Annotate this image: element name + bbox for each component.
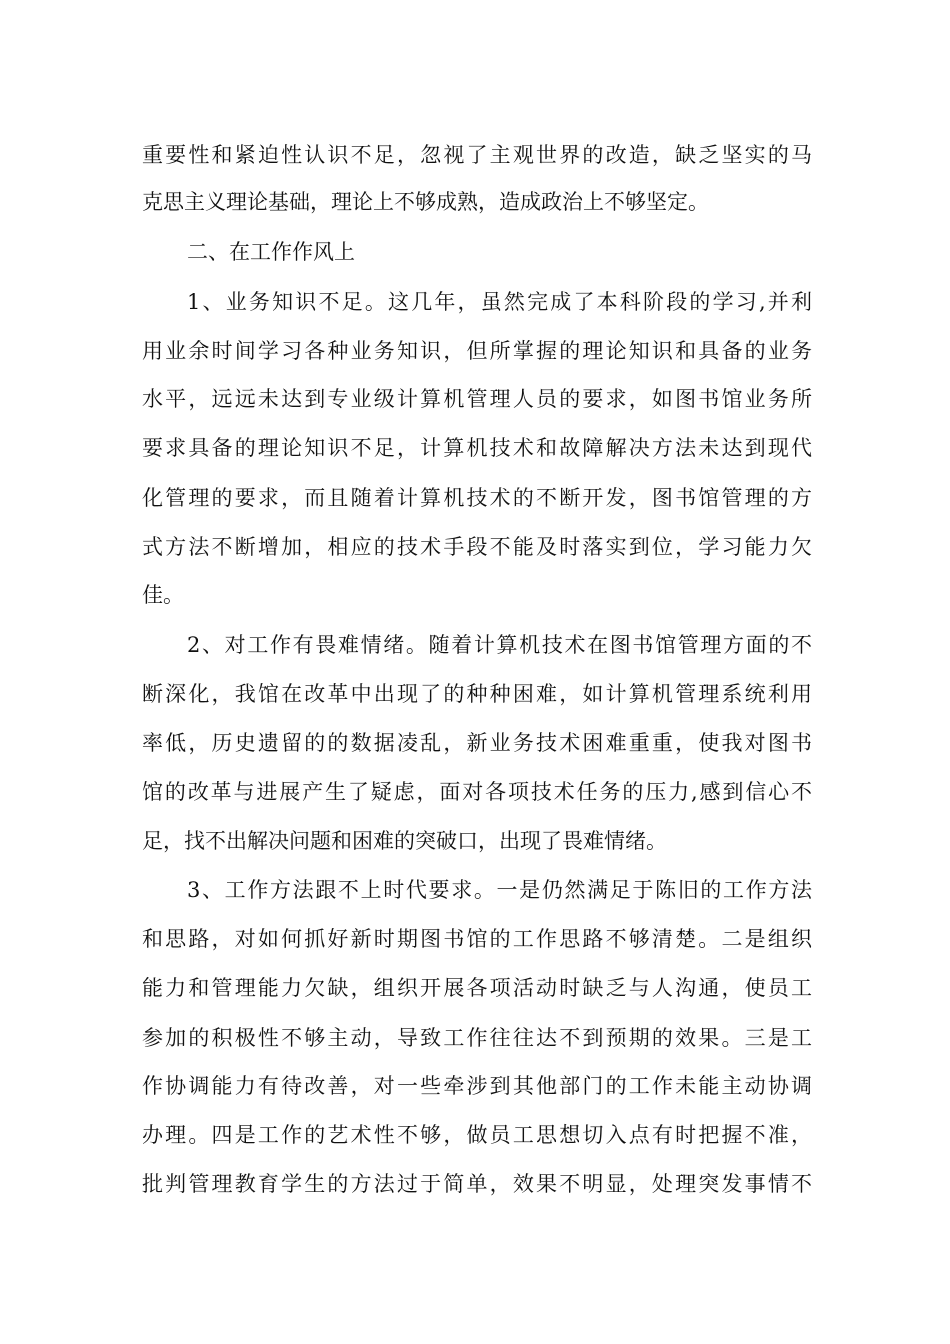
text-line-9: 式方法不断增加，相应的技术手段不能及时落实到位，学习能力欠 bbox=[142, 535, 812, 559]
text-line-22: 批判管理教育学生的方法过于简单，效果不明显，处理突发事情不 bbox=[142, 1172, 812, 1196]
text-line-16: 3、工作方法跟不上时代要求。一是仍然满足于陈旧的工作方法 bbox=[187, 878, 812, 902]
text-line-10: 佳。 bbox=[142, 583, 184, 607]
text-line-12: 断深化，我馆在改革中出现了的种种困难，如计算机管理系统利用 bbox=[142, 682, 812, 706]
text-line-5: 用业余时间学习各种业务知识，但所掌握的理论知识和具备的业务 bbox=[142, 339, 812, 363]
text-line-20: 作协调能力有待改善，对一些牵涉到其他部门的工作未能主动协调 bbox=[142, 1074, 812, 1098]
text-line-13: 率低，历史遗留的的数据凌乱，新业务技术困难重重，使我对图书 bbox=[142, 731, 812, 755]
text-line-4: 1、业务知识不足。这几年，虽然完成了本科阶段的学习,并利 bbox=[187, 290, 812, 314]
text-line-1: 重要性和紧迫性认识不足，忽视了主观世界的改造，缺乏坚实的马 bbox=[142, 143, 812, 167]
text-line-17: 和思路，对如何抓好新时期图书馆的工作思路不够清楚。二是组织 bbox=[142, 927, 812, 951]
text-line-19: 参加的积极性不够主动，导致工作往往达不到预期的效果。三是工 bbox=[142, 1026, 812, 1050]
text-line-14: 馆的改革与进展产生了疑虑，面对各项技术任务的压力,感到信心不 bbox=[142, 780, 812, 804]
text-line-15: 足，找不出解决问题和困难的突破口，出现了畏难情绪。 bbox=[142, 829, 667, 853]
section-heading: 二、在工作作风上 bbox=[187, 240, 355, 264]
text-line-18: 能力和管理能力欠缺，组织开展各项活动时缺乏与人沟通，使员工 bbox=[142, 976, 812, 1000]
text-line-11: 2、对工作有畏难情绪。随着计算机技术在图书馆管理方面的不 bbox=[187, 633, 812, 657]
text-line-2: 克思主义理论基础，理论上不够成熟，造成政治上不够坚定。 bbox=[142, 190, 709, 214]
text-line-8: 化管理的要求，而且随着计算机技术的不断开发，图书馆管理的方 bbox=[142, 486, 812, 510]
text-line-6: 水平，远远未达到专业级计算机管理人员的要求，如图书馆业务所 bbox=[142, 387, 812, 411]
text-line-21: 办理。四是工作的艺术性不够，做员工思想切入点有时把握不准， bbox=[142, 1123, 812, 1147]
text-line-7: 要求具备的理论知识不足，计算机技术和故障解决方法未达到现代 bbox=[142, 436, 812, 460]
